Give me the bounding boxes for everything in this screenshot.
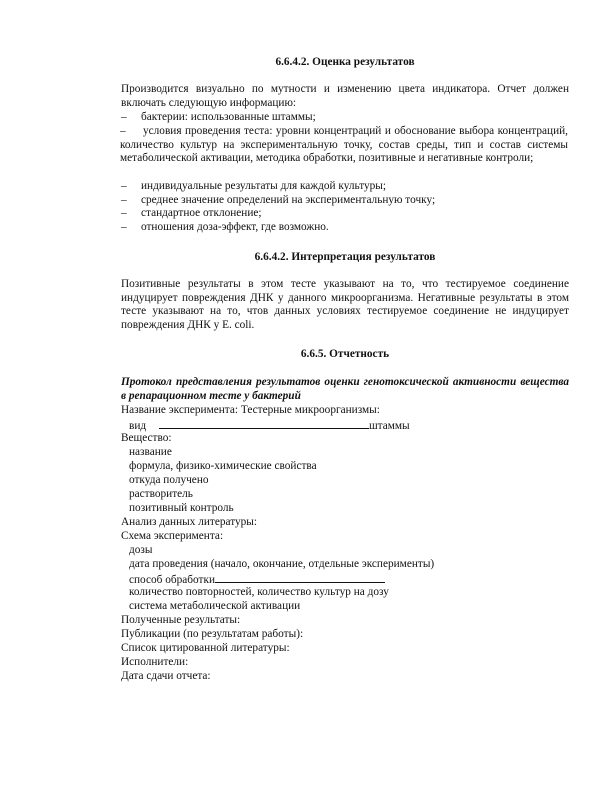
form-species-label: вид (129, 420, 147, 432)
form-results: Полученные результаты: (121, 614, 241, 626)
form-species-suffix: штаммы (368, 420, 410, 432)
form-experiment-name: Название эксперимента: Тестерные микроорганизмы: (121, 404, 380, 416)
bullet-dash: – (121, 111, 127, 123)
bullet-dash: – (120, 125, 126, 137)
bullet-text: среднее значение определений на экспериментальную точку; (141, 193, 436, 206)
form-references: Список цитированной литературы: (121, 642, 290, 654)
form-scheme-item: дозы (129, 544, 153, 556)
form-scheme-item: способ обработки (129, 574, 216, 586)
interpretation-text: Позитивные результаты в этом тесте указывают на то, что тестируемое соединение индуцирует повреждения ДНК у данного микроорганизма. Негативные результаты в этом тесте указывают на то, чтов данных условиях тестируемое соединение не индуцирует повреждения ДНК у E. coli. (121, 278, 569, 331)
bullet-item (121, 180, 569, 194)
bullet-text: отношения доза-эффект, где возможно. (141, 220, 329, 233)
treatment-blank-line (215, 572, 385, 583)
form-scheme-item: система метаболической активации (129, 600, 301, 612)
results-eval-bullets-rest (121, 180, 569, 234)
bullet-item (121, 194, 569, 208)
form-literature: Анализ данных литературы: (121, 516, 258, 528)
form-report-date: Дата сдачи отчета: (121, 670, 211, 682)
bullet-text-conditions (120, 125, 568, 166)
form-scheme-item: дата проведения (начало, окончание, отдельные эксперименты) (129, 558, 435, 570)
section-heading-interpretation: 6.6.4.2. Интерпретация результатов (254, 251, 436, 263)
results-eval-bullets (121, 111, 569, 125)
bullet-text: стандартное отклонение; (141, 207, 262, 220)
form-scheme-label: Схема эксперимента: (121, 530, 224, 542)
results-eval-intro-text: Производится визуально по мутности и изменению цвета индикатора. Отчет должен включать следующую информацию: (121, 83, 569, 109)
protocol-title-text: Протокол представления результатов оценки генотоксической активности вещества в репарационном тесте у бактерий (121, 376, 569, 402)
results-eval-intro (121, 83, 569, 110)
form-publications: Публикации (по результатам работы): (121, 628, 304, 640)
bullet-dash: – (121, 220, 127, 233)
section-heading-results-eval: 6.6.4.2. Оценка результатов (275, 56, 415, 68)
protocol-title (121, 376, 569, 403)
bullet-dash: – (121, 180, 127, 192)
form-scheme-item: количество повторностей, количество культур на дозу (129, 586, 389, 598)
form-substance-item: формула, физико-химические свойства (129, 460, 317, 472)
form-substance-item: позитивный контроль (129, 502, 234, 514)
bullet-dash: – (121, 193, 127, 206)
bullet-item (121, 221, 569, 235)
species-blank-line (159, 418, 369, 429)
form-substance-item: растворитель (129, 488, 193, 500)
bullet-dash: – (121, 207, 127, 220)
form-substance-item: название (129, 446, 172, 458)
bullet-item (121, 111, 569, 125)
results-eval-bullet-conditions (120, 125, 568, 166)
form-substance-item: откуда получено (129, 474, 209, 486)
section-heading-reporting: 6.6.5. Отчетность (300, 348, 390, 360)
bullet-text: условия проведения теста: уровни концентраций и обоснование выбора концентраций, количество культур на экспериментальную точку, состав среды, тип и состав системы метаболической активации, методика обработки, позитивные и негативные контроли; (120, 125, 568, 165)
interpretation-paragraph (121, 278, 569, 332)
bullet-text: бактерии: использованные штаммы; (141, 111, 316, 123)
form-performers: Исполнители: (121, 656, 189, 668)
form-substance-label: Вещество: (121, 432, 172, 444)
bullet-item (121, 207, 569, 221)
bullet-text: индивидуальные результаты для каждой культуры; (141, 180, 387, 192)
